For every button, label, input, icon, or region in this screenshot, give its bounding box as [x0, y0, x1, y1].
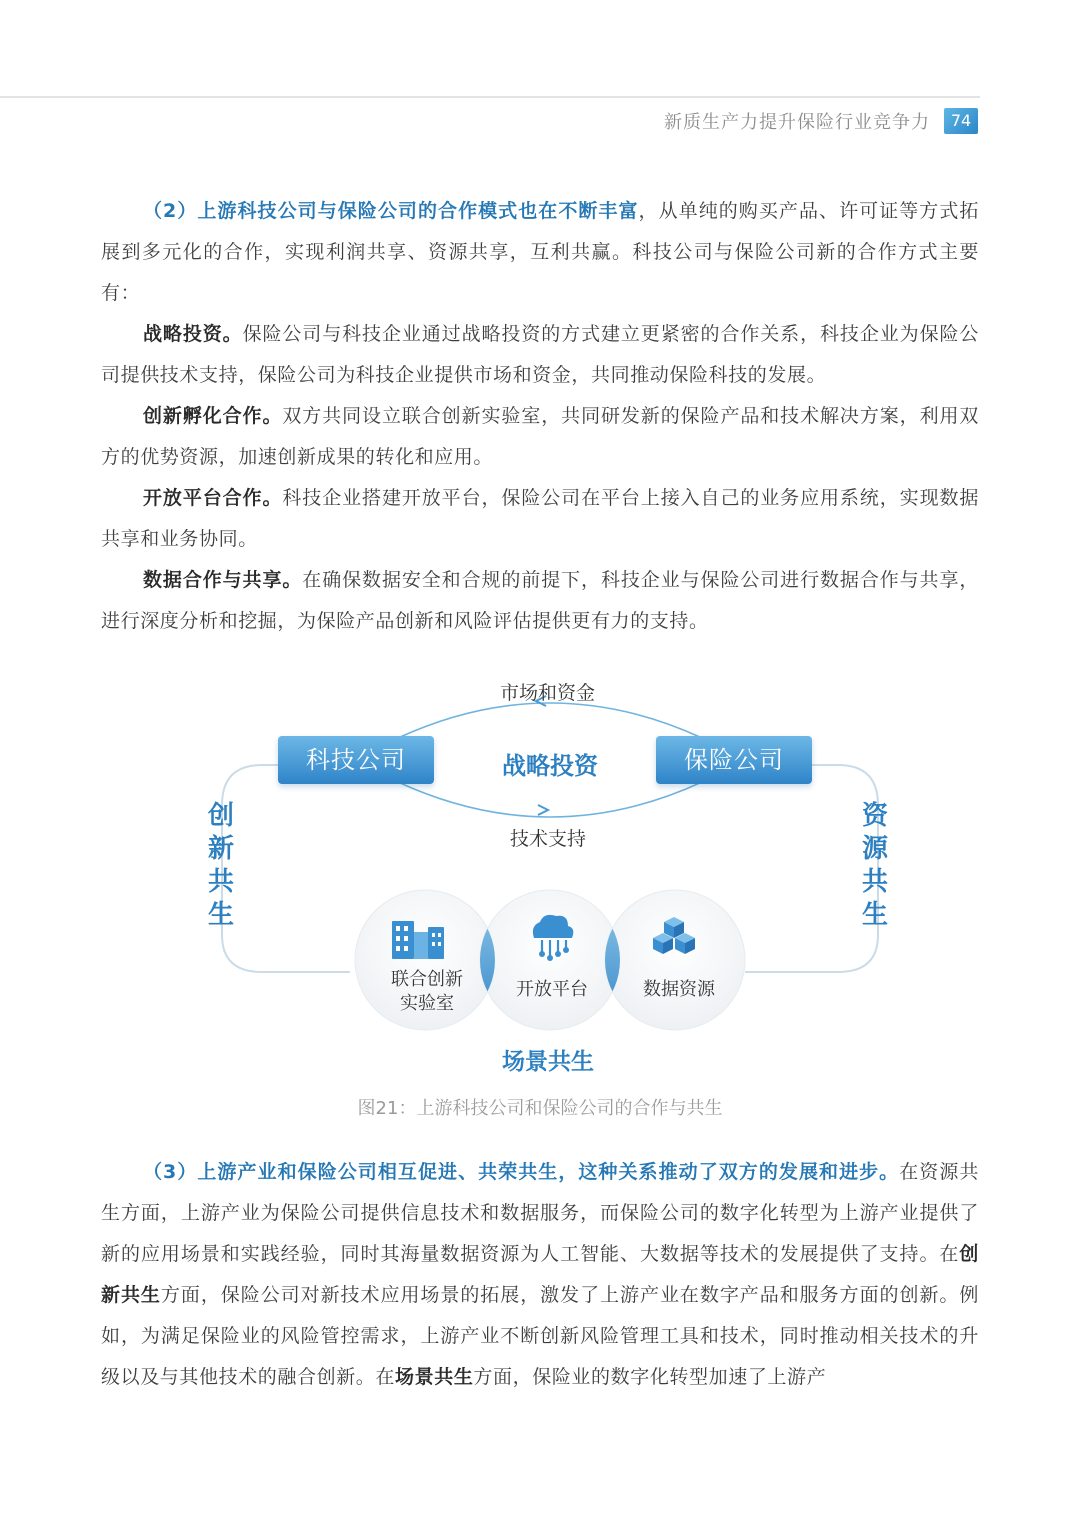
page-number: 74 [944, 108, 978, 134]
bottom-arrow [538, 805, 548, 815]
item-open-platform [101, 478, 979, 560]
tech-company-box: 科技公司 [278, 736, 434, 784]
item-strategic-investment [101, 314, 979, 396]
section-3-bold-2: 场景共生 [395, 1366, 474, 1388]
joint-lab-line2: 实验室 [400, 993, 454, 1014]
item-text: 保险公司与科技企业通过战略投资的方式建立更紧密的合作关系，科技企业为保险公司提供技术支持，保险公司为科技企业提供市场和资金，共同推动保险科技的发展。 [101, 323, 979, 386]
data-resource-label: 数据资源 [643, 979, 715, 1000]
item-term: 数据合作与共享。 [143, 569, 303, 591]
item-term: 开放平台合作。 [143, 487, 283, 509]
open-platform-label: 开放平台 [516, 979, 588, 1000]
section-2 [101, 191, 979, 642]
item-innovation-incubation [101, 396, 979, 478]
section-2-intro-text: ，从单纯的购买产品、许可证等方式拓展到多元化的合作，实现利润共享、资源共享，互利共赢。科技公司与保险公司新的合作方式主要有： [101, 200, 979, 304]
item-text: 在确保数据安全和合规的前提下，科技企业与保险公司进行数据合作与共享，进行深度分析和挖掘，为保险产品创新和风险评估提供更有力的支持。 [101, 569, 979, 632]
scenario-symbiosis-label: 场景共生 [502, 1049, 594, 1075]
running-header [664, 108, 978, 134]
item-text: 双方共同设立联合创新实验室，共同研发新的保险产品和技术解决方案，利用双方的优势资源，加速创新成果的转化和应用。 [101, 405, 979, 468]
section-3-heading: （3）上游产业和保险公司相互促进、共荣共生，这种关系推动了双方的发展和进步。 [143, 1161, 900, 1183]
header-rule [0, 96, 980, 98]
figure-caption: 图21：上游科技公司和保险公司的合作与共生 [357, 1098, 723, 1119]
tech-support-label: 技术支持 [510, 828, 587, 850]
diagram-graphics [190, 670, 910, 1080]
item-term: 创新孵化合作。 [143, 405, 283, 427]
circle-data [605, 890, 745, 1030]
cooperation-diagram [190, 670, 910, 1080]
section-3-bold-1: 创新共生 [101, 1243, 979, 1306]
resource-symbiosis-label: 资源共生 [861, 801, 888, 930]
section-2-heading: （2）上游科技公司与保险公司的合作模式也在不断丰富 [143, 200, 639, 222]
bottom-arc [398, 782, 702, 817]
right-bracket [745, 765, 878, 972]
running-title: 新质生产力提升保险行业竞争力 [664, 112, 930, 133]
section-2-intro [101, 191, 979, 314]
section-3-text-2: 方面，保险公司对新技术应用场景的拓展，激发了上游产业在数字产品和服务方面的创新。例如，为满足保险业的风险管控需求，上游产业不断创新风险管理工具和技术，同时推动相关技术的升级以及与其他技术的融合创新。在 [101, 1284, 979, 1388]
left-bracket [222, 765, 350, 972]
top-arc [398, 703, 702, 738]
section-3 [101, 1152, 979, 1398]
joint-lab-label [382, 968, 472, 1016]
item-text: 科技企业搭建开放平台，保险公司在平台上接入自己的业务应用系统，实现数据共享和业务协同。 [101, 487, 979, 550]
section-3-paragraph [101, 1152, 979, 1398]
insurance-company-box: 保险公司 [656, 736, 812, 784]
strategic-investment-label: 战略投资 [502, 752, 598, 780]
item-data-cooperation [101, 560, 979, 642]
innovation-symbiosis-label: 创新共生 [207, 801, 234, 930]
item-term: 战略投资。 [143, 323, 243, 345]
section-3-text-1: 在资源共生方面，上游产业为保险公司提供信息技术和数据服务，而保险公司的数字化转型为上游产业提供了新的应用场景和实践经验，同时其海量数据资源为人工智能、大数据等技术的发展提供了支持。在 [101, 1161, 979, 1265]
section-3-text-3: 方面，保险业的数字化转型加速了上游产 [473, 1366, 827, 1388]
market-capital-label: 市场和资金 [500, 682, 596, 704]
joint-lab-line1: 联合创新 [391, 969, 463, 990]
